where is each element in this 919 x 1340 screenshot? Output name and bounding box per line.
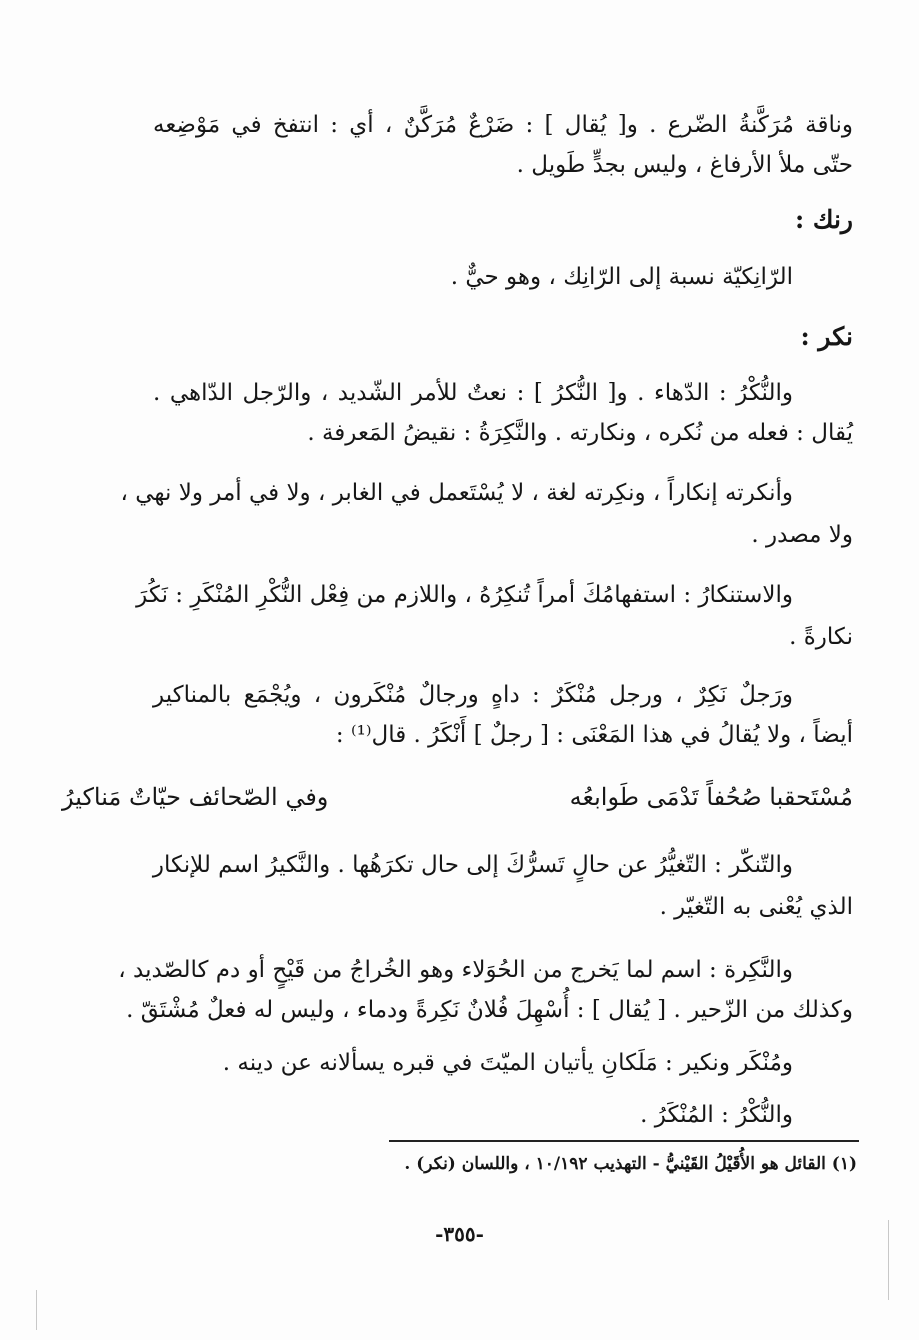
entry-text-line: والنُّكْرُ : المُنْكَرُ . <box>640 1102 793 1128</box>
entry-text-line: والنُّكْرُ : الدّهاء . و[ النُّكرُ ] : نعتٌ للأمر الشّديد ، والرّجل الدّاهي . <box>153 380 793 406</box>
entry-text-line: ورَجلٌ نَكِرٌ ، ورجل مُنْكَرٌ : داهٍ ورجالٌ مُنْكَرون ، ويُجْمَع بالمناكير <box>153 682 793 708</box>
entry-text-line: أيضاً ، ولا يُقالُ في هذا المَعْنَى : [ رجلٌ ] أَنْكَرُ . قال⁽¹⁾ : <box>335 722 853 748</box>
verse-first-hemistich: مُسْتَحقبا صُحُفاً تَدْمَى طَوابعُه <box>569 783 853 811</box>
root-heading-nkr: نكر : <box>800 322 853 351</box>
entry-text-line: وناقة مُرَكَّنةُ الضّرع . و[ يُقال ] : ضَرْعٌ مُرَكَّنٌ ، أي : انتفخ في مَوْضِعه <box>153 112 853 138</box>
entry-text-line: وأنكرته إنكاراً ، ونكِرته لغة ، لا يُسْتَعمل في الغابر ، ولا في أمر ولا نهي ، <box>120 480 793 506</box>
entry-text-line: الرّانِكيّة نسبة إلى الرّانِك ، وهو حيٌّ . <box>450 264 793 290</box>
entry-text-line: يُقال : فعله من نُكره ، ونكارته . والنَّكِرَةُ : نقيضُ المَعرفة . <box>307 420 853 446</box>
scan-edge-mark <box>36 1290 37 1330</box>
entry-text-line: ومُنْكَر ونكير : مَلَكانِ يأتيان الميّتَ في قبره يسألانه عن دينه . <box>222 1050 793 1076</box>
entry-text-line: والتّنكّر : التّغيُّرُ عن حالٍ تَسرُّكَ إلى حال تكرَهُها . والنَّكيرُ اسم للإنكار <box>152 852 793 878</box>
entry-text-line: وكذلك من الزّحير . [ يُقال ] : أُسْهِلَ فُلانٌ نَكِرةً ودماء ، وليس له فعلٌ مُشْتَقّ . <box>126 997 853 1023</box>
footnote: (١) القائل هو الأُقَيْلُ القَيْنيُّ - التهذيب ١٠/١٩٢ ، واللسان (نكر) . <box>404 1154 857 1174</box>
footnote-separator <box>389 1140 859 1142</box>
entry-text-line: والنَّكِرة : اسم لما يَخرج من الحُوَلاء وهو الخُراجُ من قَيْحٍ أو دم كالصّديد ، <box>118 957 793 983</box>
root-heading-rnk: رنك : <box>794 205 853 234</box>
scan-edge-mark <box>888 1220 889 1300</box>
entry-text-line: حتّى ملأ الأرفاغ ، وليس بجدٍّ طَويل . <box>516 152 853 178</box>
entry-text-line: ولا مصدر . <box>751 522 853 548</box>
entry-text-line: والاستنكارُ : استفهامُكَ أمراً تُنكِرُهُ ، واللازم من فِعْل النُّكْرِ المُنْكَرِ : نَكُرَ <box>136 582 793 608</box>
entry-text-line: نكارةً . <box>789 624 853 650</box>
entry-text-line: الذي يُعْنى به التّغيّر . <box>659 894 853 920</box>
page-number: -٣٥٥- <box>435 1222 484 1246</box>
verse-second-hemistich: وفي الصّحائف حيّاتٌ مَناكيرُ <box>62 783 329 811</box>
